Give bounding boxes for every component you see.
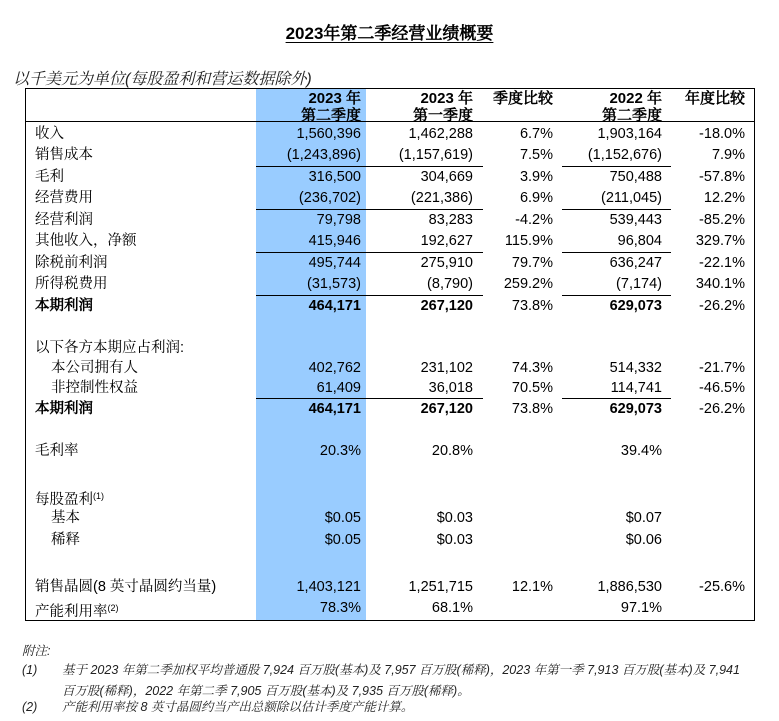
table-row-profit-before-tax: 除税前利润 495,744 275,910 79.7% 636,247 -22.1% <box>35 255 745 271</box>
table-row-utilization-rate: 产能利用率$^{(2)}$ 78.3% 68.1% 97.1% <box>35 600 662 620</box>
col-header-2023q2: 2023 年 第二季度 <box>300 90 361 124</box>
table-row-profit-for-period-total: 本期利润 464,171 267,120 73.8% 629,073 -26.2% <box>35 401 745 417</box>
table-row-eps-heading: 每股盈利$^{(1)}$ <box>35 491 104 508</box>
col-header-yoy: 年度比较 <box>684 90 745 107</box>
table-row-gross-margin: 毛利率 20.3% 20.8% 39.4% <box>35 443 662 459</box>
table-row-gross-profit: 毛利 316,500 304,669 3.9% 750,488 -57.8% <box>35 169 745 185</box>
table-row-wafer-shipments: 销售晶圆(8 英寸晶圆约当量) 1,403,121 1,251,715 12.1% 1,886,530 -25.6% <box>35 579 745 595</box>
table-row-attributable-heading: 以下各方本期应占利润: <box>35 340 185 356</box>
footnote-1: (1) 基于 2023 年第二季加权平均普通股 7,924 百万股(基本)及 7,957 百万股(稀释)，2023 年第一季 7,913 百万股(基本)及 7,941 百万股(稀释)，2022 年第二季 7,905 百万股(基本)及 7,935 百万股(稀释)。 <box>22 663 740 698</box>
page-title: 2023年第二季经营业绩概要 <box>285 24 494 43</box>
col-header-2023q1: 2023 年 第一季度 <box>412 90 473 124</box>
notes-heading: 附注: <box>22 644 51 658</box>
table-row-eps-basic: 基本 $0.05 $0.03 $0.07 <box>51 510 662 526</box>
table-row-cost-of-sales: 销售成本 (1,243,896) (1,157,619) 7.5% (1,152,676) 7.9% <box>35 147 745 163</box>
table-row-eps-diluted: 稀释 $0.05 $0.03 $0.06 <box>51 532 662 548</box>
table-row-operating-expenses: 经营费用 (236,702) (221,386) 6.9% (211,045) 12.2% <box>35 190 745 206</box>
table-row-revenue: 收入 1,560,396 1,462,288 6.7% 1,903,164 -18.0% <box>35 126 745 142</box>
col-header-qoq: 季度比较 <box>492 90 553 107</box>
table-row-operating-profit: 经营利润 79,798 83,283 -4.2% 539,443 -85.2% <box>35 212 745 228</box>
footnote-2: (2) 产能利用率按 8 英寸晶圆约当产出总额除以估计季度产能计算。 <box>22 700 414 714</box>
table-row-owners: 本公司拥有人 402,762 231,102 74.3% 514,332 -21.7% <box>51 360 745 376</box>
table-row-profit-for-period: 本期利润 464,171 267,120 73.8% 629,073 -26.2% <box>35 298 745 314</box>
table-row-non-controlling: 非控制性权益 61,409 36,018 70.5% 114,741 -46.5% <box>51 380 745 396</box>
table-row-other-income: 其他收入，净额 415,946 192,627 115.9% 96,804 329.7% <box>35 233 745 249</box>
table-row-income-tax: 所得税费用 (31,573) (8,790) 259.2% (7,174) 340.1% <box>35 276 745 292</box>
col-header-2022q2: 2022 年 第二季度 <box>601 90 662 124</box>
unit-note: 以千美元为单位(每股盈利和营运数据除外) <box>13 71 312 88</box>
